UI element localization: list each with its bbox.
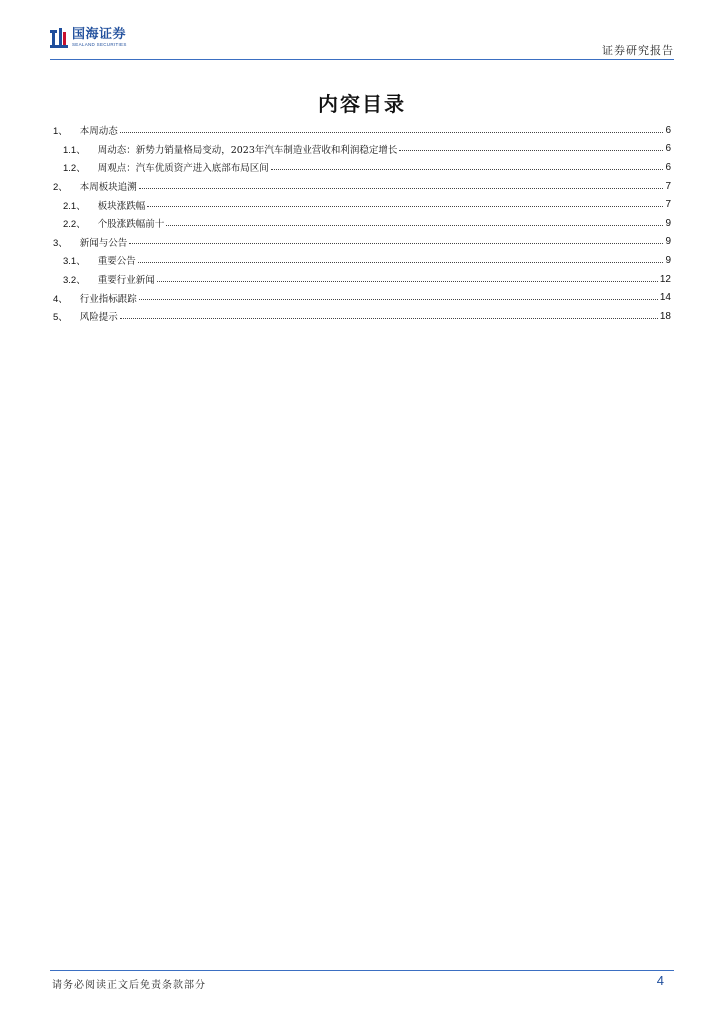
- toc-leader-dots: [138, 262, 664, 263]
- toc-leader-dots: [139, 188, 664, 189]
- toc-entry-number: 4、: [53, 293, 68, 305]
- toc-entry-page: 9: [665, 254, 671, 266]
- toc-entry-page: 7: [665, 199, 671, 211]
- toc-entry-page: 6: [665, 124, 671, 136]
- toc-leader-dots: [271, 169, 664, 170]
- toc-entry-number: 2、: [53, 182, 68, 194]
- toc-entry-text: 风险提示: [79, 312, 118, 324]
- toc-leader-dots: [166, 225, 663, 226]
- page-number: 4: [656, 973, 664, 988]
- toc-entry-page: 18: [659, 310, 671, 322]
- sealand-logo-icon: [50, 28, 68, 48]
- toc-entry[interactable]: [53, 140, 671, 159]
- toc-leader-dots: [120, 318, 658, 319]
- toc-entry-text: 行业指标跟踪: [79, 293, 137, 305]
- page-header: [50, 28, 674, 58]
- report-type-label: 证券研究报告: [602, 44, 674, 57]
- toc-entry-page: 14: [659, 292, 671, 304]
- toc-entry-page: 12: [659, 273, 671, 285]
- toc-entry[interactable]: [53, 270, 671, 289]
- toc-leader-dots: [120, 132, 664, 133]
- toc-entry[interactable]: [53, 307, 671, 326]
- toc-leader-dots: [147, 206, 663, 207]
- toc-entry[interactable]: [53, 288, 671, 307]
- toc-entry-number: 1.2、: [63, 163, 86, 175]
- toc-title: 内容目录: [318, 92, 406, 116]
- toc-leader-dots: [399, 150, 663, 151]
- toc-entry-text: 新闻与公告: [79, 237, 128, 249]
- company-logo: [50, 28, 127, 48]
- toc-entry-text: 重要行业新闻: [97, 275, 155, 287]
- toc-entry-number: 5、: [53, 312, 68, 324]
- toc-entry-page: 7: [665, 180, 671, 192]
- toc-leader-dots: [129, 243, 663, 244]
- toc-entry-page: 9: [665, 236, 671, 248]
- footer-divider: [50, 970, 674, 971]
- toc-entry-text: 本周动态: [79, 126, 118, 138]
- header-divider: [50, 59, 674, 60]
- toc-entry-page: 6: [665, 143, 671, 155]
- footer-disclaimer: 请务必阅读正文后免责条款部分: [52, 980, 206, 991]
- toc-entry-number: 3.1、: [63, 256, 86, 268]
- toc-entry-text: 周动态：新势力销量格局变动，2023年汽车制造业营收和利润稳定增长: [97, 144, 398, 156]
- toc-entry[interactable]: [53, 233, 671, 252]
- toc-entry[interactable]: [53, 121, 671, 140]
- toc-leader-dots: [139, 299, 658, 300]
- toc-entry-page: 6: [665, 161, 671, 173]
- logo-chinese-name: 国海证券: [72, 27, 127, 42]
- toc-entry-text: 周观点：汽车优质资产进入底部布局区间: [97, 163, 269, 175]
- toc-entry-number: 2.2、: [63, 219, 86, 231]
- toc-entry-text: 个股涨跌幅前十: [97, 219, 165, 231]
- toc-entry-number: 1.1、: [63, 144, 86, 156]
- logo-english-name: SEALAND SECURITIES: [72, 42, 127, 47]
- toc-entry-text: 板块涨跌幅: [97, 200, 146, 212]
- toc-entry[interactable]: [53, 214, 671, 233]
- toc-entry-number: 3、: [53, 237, 68, 249]
- toc-entry-page: 9: [665, 217, 671, 229]
- toc-entry[interactable]: [53, 158, 671, 177]
- toc-leader-dots: [157, 281, 658, 282]
- toc-entry[interactable]: [53, 251, 671, 270]
- toc-entry[interactable]: [53, 195, 671, 214]
- toc-entry[interactable]: [53, 177, 671, 196]
- toc-entry-number: 3.2、: [63, 275, 86, 287]
- toc-entry-text: 重要公告: [97, 256, 136, 268]
- toc-entry-number: 2.1、: [63, 200, 86, 212]
- toc-entry-number: 1、: [53, 126, 68, 138]
- table-of-contents: [53, 121, 671, 326]
- toc-entry-text: 本周板块追溯: [79, 182, 137, 194]
